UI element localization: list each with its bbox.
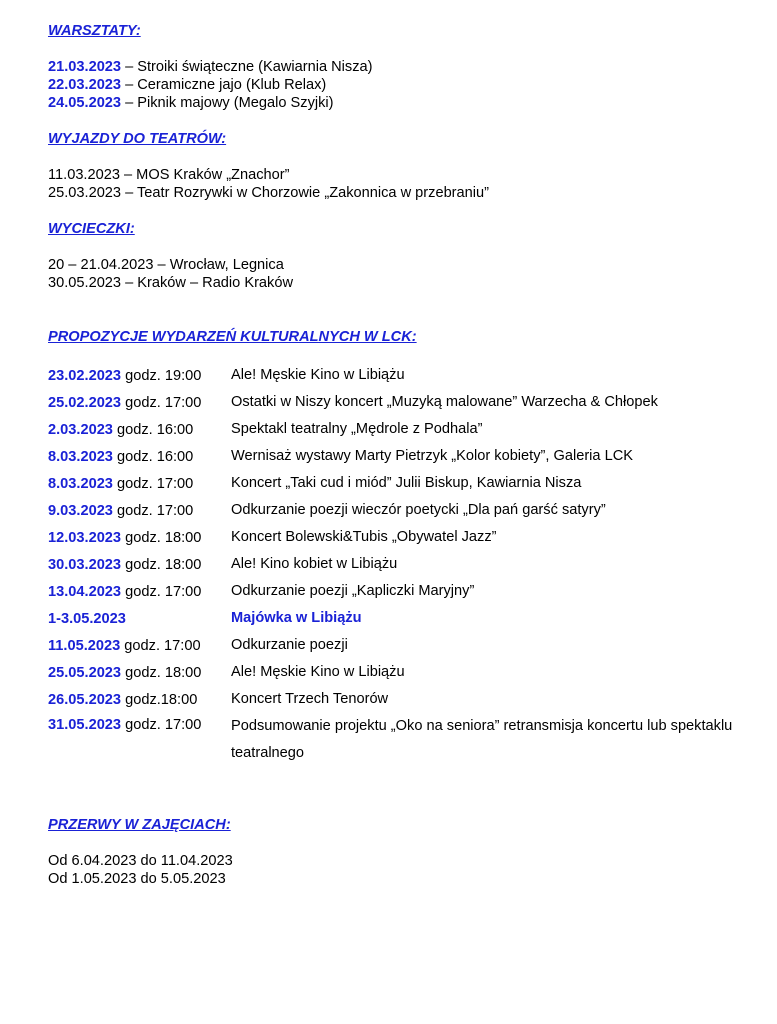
event-time: godz. 16:00 — [112, 421, 194, 438]
workshops-list — [48, 58, 748, 112]
event-title: Koncert „Taki cud i miód” Julii Biskup, Kawiarnia Nisza — [231, 475, 582, 491]
list-item: 25.03.2023 – Teatr Rozrywki w Chorzowie „Zakonnica w przebraniu” — [48, 185, 489, 201]
event-title: Spektakl teatralny „Mędrole z Podhala” — [231, 421, 483, 437]
event-row — [48, 470, 748, 497]
events-table — [48, 362, 748, 767]
event-when — [48, 368, 231, 384]
breaks-list — [48, 852, 748, 888]
event-when — [48, 557, 231, 573]
event-time: godz. 17:00 — [112, 475, 194, 492]
trips-list — [48, 256, 748, 292]
event-title: Wernisaż wystawy Marty Pietrzyk „Kolor kobiety”, Galeria LCK — [231, 448, 633, 464]
list-item — [48, 58, 748, 76]
event-when — [48, 717, 231, 733]
event-date: 31.05.2023 — [48, 717, 122, 733]
document-page — [48, 22, 748, 888]
list-item: Od 1.05.2023 do 5.05.2023 — [48, 871, 226, 887]
event-date: 9.03.2023 — [48, 502, 113, 519]
event-time: godz. 17:00 — [121, 583, 202, 600]
event-row — [48, 362, 748, 389]
workshop-text: – Piknik majowy (Megalo Szyjki) — [121, 95, 334, 111]
event-when — [48, 692, 231, 708]
event-date: 30.03.2023 — [48, 556, 122, 573]
event-time: godz. 18:00 — [121, 556, 202, 573]
event-time: godz. 18:00 — [121, 664, 202, 681]
list-item — [48, 76, 748, 94]
breaks-heading: PRZERWY W ZAJĘCIACH: — [48, 817, 231, 833]
event-when — [48, 611, 231, 627]
event-row — [48, 659, 748, 686]
event-title: Ale! Męskie Kino w Libiążu — [231, 664, 405, 680]
event-row — [48, 551, 748, 578]
event-date: 25.05.2023 — [48, 664, 122, 681]
list-item: Od 6.04.2023 do 11.04.2023 — [48, 853, 233, 869]
event-when — [48, 503, 231, 519]
event-row — [48, 389, 748, 416]
event-title: Odkurzanie poezji „Kapliczki Maryjny” — [231, 583, 475, 599]
workshops-heading: WARSZTATY: — [48, 23, 141, 39]
event-title: Koncert Bolewski&Tubis „Obywatel Jazz” — [231, 529, 497, 545]
event-date: 8.03.2023 — [48, 448, 113, 465]
event-date: 1-3.05.2023 — [48, 610, 126, 627]
event-time: godz. 19:00 — [121, 367, 202, 384]
event-title: Majówka w Libiążu — [231, 610, 362, 626]
event-row — [48, 443, 748, 470]
event-date: 13.04.2023 — [48, 583, 122, 600]
workshop-text: – Ceramiczne jajo (Klub Relax) — [121, 77, 327, 93]
list-item: 11.03.2023 – MOS Kraków „Znachor” — [48, 167, 290, 183]
event-time: godz. 17:00 — [112, 502, 194, 519]
event-row — [48, 713, 748, 767]
event-date: 25.02.2023 — [48, 394, 122, 411]
event-when — [48, 530, 231, 546]
event-date: 2.03.2023 — [48, 421, 113, 438]
event-time: godz.18:00 — [121, 691, 198, 708]
event-time: godz. 18:00 — [121, 529, 202, 546]
event-when — [48, 584, 231, 600]
event-title: Podsumowanie projektu „Oko na seniora” retransmisja koncertu lub spektaklu teatralnego — [231, 718, 733, 761]
event-title: Ale! Kino kobiet w Libiążu — [231, 556, 398, 572]
event-date: 11.05.2023 — [48, 637, 121, 654]
workshop-text: – Stroiki świąteczne (Kawiarnia Nisza) — [121, 59, 373, 75]
event-row — [48, 578, 748, 605]
event-title: Ostatki w Niszy koncert „Muzyką malowane” Warzecha & Chłopek — [231, 394, 658, 410]
event-title: Odkurzanie poezji — [231, 637, 348, 653]
event-when — [48, 665, 231, 681]
event-time: godz. 17:00 — [121, 394, 202, 411]
theaters-heading: WYJAZDY DO TEATRÓW: — [48, 131, 227, 147]
events-heading: PROPOZYCJE WYDARZEŃ KULTURALNYCH W LCK: — [48, 329, 417, 345]
event-when — [48, 449, 231, 465]
event-when — [48, 476, 231, 492]
event-row — [48, 632, 748, 659]
event-title: Ale! Męskie Kino w Libiążu — [231, 367, 405, 383]
event-row — [48, 605, 748, 632]
event-title: Koncert Trzech Tenorów — [231, 691, 389, 707]
event-when — [48, 638, 231, 654]
event-row — [48, 416, 748, 443]
event-row — [48, 524, 748, 551]
event-when — [48, 395, 231, 411]
event-date: 26.05.2023 — [48, 691, 122, 708]
event-when — [48, 422, 231, 438]
list-item: 30.05.2023 – Kraków – Radio Kraków — [48, 275, 294, 291]
workshop-date: 24.05.2023 — [48, 95, 122, 111]
list-item: 20 – 21.04.2023 – Wrocław, Legnica — [48, 257, 284, 273]
event-date: 12.03.2023 — [48, 529, 122, 546]
workshop-date: 22.03.2023 — [48, 77, 122, 93]
event-title: Odkurzanie poezji wieczór poetycki „Dla pań garść satyry” — [231, 502, 606, 518]
workshop-date: 21.03.2023 — [48, 59, 122, 75]
theaters-list — [48, 166, 748, 202]
event-time: godz. 17:00 — [121, 717, 202, 733]
event-time: godz. 17:00 — [120, 637, 201, 654]
event-row — [48, 686, 748, 713]
event-date: 8.03.2023 — [48, 475, 113, 492]
trips-heading: WYCIECZKI: — [48, 221, 135, 237]
event-row — [48, 497, 748, 524]
event-time: godz. 16:00 — [112, 448, 194, 465]
list-item — [48, 94, 748, 112]
event-date: 23.02.2023 — [48, 367, 122, 384]
